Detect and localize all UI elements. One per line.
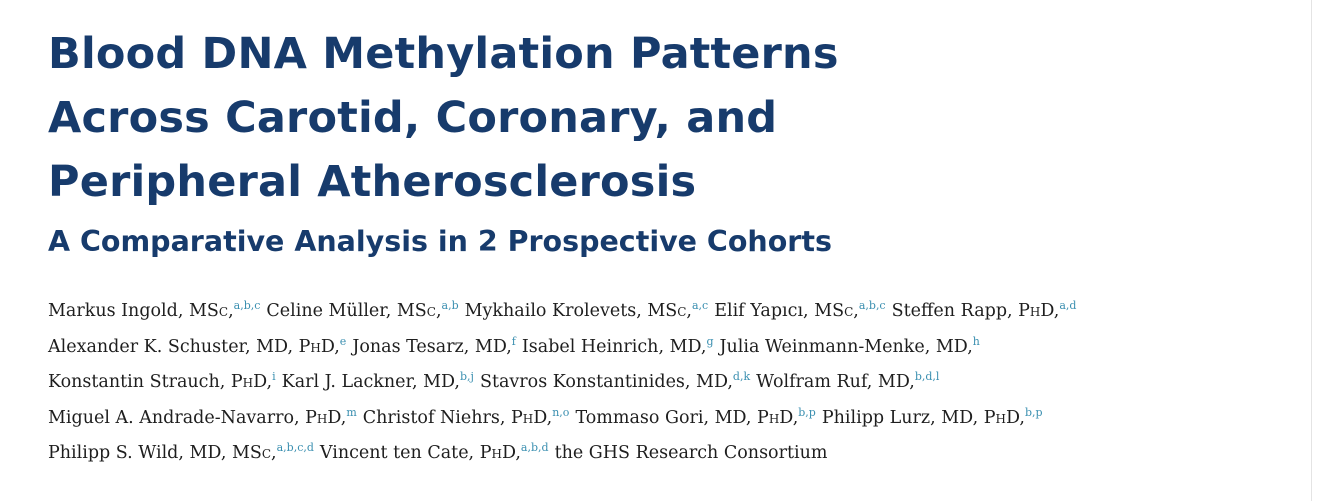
affiliation-marker[interactable]: f bbox=[511, 334, 516, 348]
author-degree: MSc, bbox=[814, 301, 859, 321]
author-degree: MSc, bbox=[647, 301, 692, 321]
affiliation-marker[interactable]: b,j bbox=[460, 370, 474, 383]
author-name: Celine Müller, bbox=[266, 301, 397, 321]
affiliation-marker[interactable]: g bbox=[706, 334, 714, 348]
author-name: Karl J. Lackner, MD, bbox=[281, 372, 460, 392]
author-name: Julia Weinmann-Menke, MD, bbox=[719, 336, 973, 357]
author bbox=[352, 334, 516, 357]
affiliation-marker[interactable]: h bbox=[972, 334, 980, 348]
author bbox=[892, 301, 1077, 321]
author-line bbox=[48, 294, 1288, 330]
author-name: Wolfram Ruf, MD, bbox=[756, 372, 915, 392]
author-degree: PhD, bbox=[757, 407, 799, 428]
author-name: Alexander K. Schuster, MD, bbox=[48, 336, 299, 357]
author-degree: PhD, bbox=[1018, 301, 1060, 321]
author-degree: PhD, bbox=[511, 407, 553, 428]
affiliation-marker[interactable]: a,b bbox=[441, 299, 459, 312]
author bbox=[714, 301, 885, 321]
author-name: Christof Niehrs, bbox=[362, 407, 511, 428]
author-name: Elif Yapıcı, bbox=[714, 301, 815, 321]
title-line: Across Carotid, Coronary, and bbox=[48, 93, 778, 143]
author bbox=[756, 372, 939, 392]
author bbox=[48, 443, 314, 463]
author-name: Jonas Tesarz, MD, bbox=[352, 336, 512, 357]
author bbox=[362, 405, 570, 428]
affiliation-marker[interactable]: b,p bbox=[1024, 405, 1043, 419]
author-name: Steffen Rapp, bbox=[891, 301, 1019, 321]
author-name: Markus Ingold, bbox=[48, 301, 189, 321]
author-name: Mykhailo Krolevets, bbox=[464, 301, 648, 321]
author-name: Isabel Heinrich, MD, bbox=[521, 336, 707, 357]
author bbox=[480, 372, 750, 392]
author-degree: MSc, bbox=[396, 301, 442, 321]
author bbox=[282, 372, 474, 392]
author-degree: PhD, bbox=[230, 372, 273, 392]
affiliation-marker[interactable]: e bbox=[339, 334, 347, 348]
page-edge-rule bbox=[1311, 0, 1312, 501]
author-line bbox=[48, 436, 1288, 472]
affiliation-marker[interactable]: a,b,c bbox=[233, 299, 261, 312]
article-subtitle: A Comparative Analysis in 2 Prospective Cohorts bbox=[48, 225, 832, 258]
affiliation-marker[interactable]: n,o bbox=[552, 405, 570, 419]
author-name: Philipp S. Wild, MD, bbox=[48, 443, 232, 463]
author bbox=[320, 443, 549, 463]
author-name: the GHS Research Consortium bbox=[554, 443, 828, 463]
affiliation-marker[interactable]: i bbox=[272, 370, 276, 383]
article-header bbox=[48, 22, 1288, 472]
author-name: Vincent ten Cate, bbox=[319, 443, 480, 463]
author bbox=[48, 301, 260, 321]
author bbox=[266, 301, 458, 321]
affiliation-marker[interactable]: a,b,c,d bbox=[276, 441, 314, 454]
affiliation-marker[interactable]: a,c bbox=[692, 299, 709, 312]
title-line: Blood DNA Methylation Patterns bbox=[48, 29, 839, 79]
author bbox=[821, 405, 1043, 428]
author-name: Tommaso Gori, MD, bbox=[575, 407, 758, 428]
affiliation-marker[interactable]: a,b,d bbox=[520, 441, 549, 454]
author-name: Miguel A. Andrade-Navarro, bbox=[48, 407, 306, 428]
author-line bbox=[48, 401, 1288, 437]
affiliation-marker[interactable]: b,d,l bbox=[914, 370, 940, 383]
author-list bbox=[48, 294, 1288, 472]
author bbox=[465, 301, 709, 321]
affiliation-marker[interactable]: d,k bbox=[732, 370, 751, 383]
author bbox=[719, 334, 980, 357]
author-degree: MSc, bbox=[188, 301, 234, 321]
author-degree: MSc, bbox=[231, 443, 277, 463]
author-name: Stavros Konstantinides, MD, bbox=[479, 372, 733, 392]
author-name: Philipp Lurz, MD, bbox=[821, 407, 984, 428]
affiliation-marker[interactable]: m bbox=[346, 405, 357, 419]
author-degree: PhD, bbox=[983, 407, 1025, 428]
author bbox=[48, 405, 357, 428]
title-line: Peripheral Atherosclerosis bbox=[48, 157, 697, 207]
affiliation-marker[interactable]: a,d bbox=[1059, 299, 1077, 312]
affiliation-marker[interactable]: a,b,c bbox=[858, 299, 886, 312]
author bbox=[521, 334, 714, 357]
author-line bbox=[48, 365, 1288, 401]
author-line bbox=[48, 330, 1288, 366]
author bbox=[48, 334, 347, 357]
article-title bbox=[48, 22, 1288, 214]
author bbox=[555, 443, 828, 463]
author-degree: PhD, bbox=[298, 336, 340, 357]
author-degree: PhD, bbox=[479, 443, 521, 463]
author bbox=[48, 372, 276, 392]
author-degree: PhD, bbox=[305, 407, 347, 428]
author bbox=[575, 405, 816, 428]
affiliation-marker[interactable]: b,p bbox=[798, 405, 816, 419]
author-name: Konstantin Strauch, bbox=[48, 372, 231, 392]
